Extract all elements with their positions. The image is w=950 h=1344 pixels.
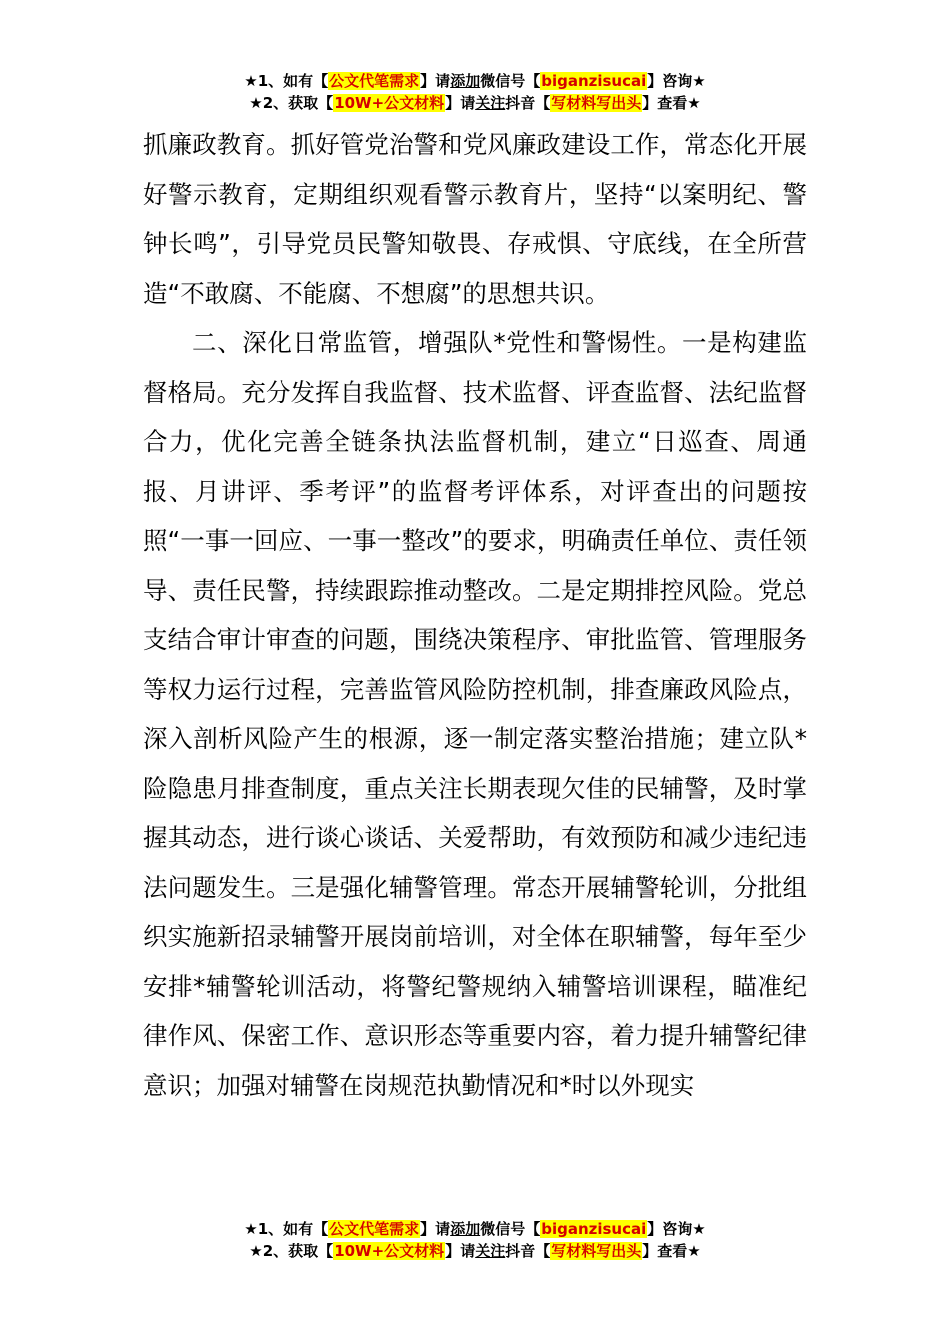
footer-banner: [0, 1218, 950, 1262]
highlight-douyin: 写材料写出头: [551, 94, 642, 112]
banner-line-1: ★1、如有【公文代笔需求】请添加微信号【biganzisucai】咨询★: [244, 1220, 706, 1238]
banner-line-2: ★2、获取【10W+公文材料】请关注抖音【写材料写出头】查看★: [249, 1242, 701, 1260]
paragraph-2: 二、深化日常监管，增强队*党性和警惕性。一是构建监督格局。充分发挥自我监督、技术监督、评查监督、法纪监督合力，优化完善全链条执法监督机制，建立“日巡查、周通报、月讲评、季考评”的监督考评体系，对评查出的问题按照“一事一回应、一事一整改”的要求，明确责任单位、责任领导、责任民警，持续跟踪推动整改。二是定期排控风险。党总支结合审计审查的问题，围绕决策程序、审批监管、管理服务等权力运行过程，完善监管风险防控机制，排查廉政风险点，深入剖析风险产生的根源，逐一制定落实整治措施；建立队*险隐患月排查制度，重点关注长期表现欠佳的民辅警，及时掌握其动态，进行谈心谈话、关爱帮助，有效预防和减少违纪违法问题发生。三是强化辅警管理。常态开展辅警轮训，分批组织实施新招录辅警开展岗前培训，对全体在职辅警，每年至少安排*辅警轮训活动，将警纪警规纳入辅警培训课程，瞄准纪律作风、保密工作、意识形态等重要内容，着力提升辅警纪律意识；加强对辅警在岗规范执勤情况和*时以外现实: [143, 328, 807, 1100]
highlight-douyin: 写材料写出头: [551, 1242, 642, 1260]
highlight-materials: 10W+公文材料: [334, 94, 445, 112]
star-icon: ★: [249, 1242, 263, 1260]
banner-line-1: ★1、如有【公文代笔需求】请添加微信号【biganzisucai】咨询★: [244, 72, 706, 90]
highlight-wechat-id: biganzisucai: [541, 72, 647, 90]
banner-line-2: ★2、获取【10W+公文材料】请关注抖音【写材料写出头】查看★: [249, 94, 701, 112]
highlight-service: 公文代笔需求: [329, 72, 420, 90]
star-icon: ★: [244, 1220, 258, 1238]
star-icon: ★: [249, 94, 263, 112]
highlight-wechat-id: biganzisucai: [541, 1220, 647, 1238]
highlight-materials: 10W+公文材料: [334, 1242, 445, 1260]
document-body: [143, 120, 807, 1110]
star-icon: ★: [244, 72, 258, 90]
highlight-service: 公文代笔需求: [329, 1220, 420, 1238]
paragraph-1: 抓廉政教育。抓好管党治警和党风廉政建设工作，常态化开展好警示教育，定期组织观看警示教育片，坚持“以案明纪、警钟长鸣”，引导党员民警知敬畏、存戒惧、守底线，在全所营造“不敢腐、不能腐、不想腐”的思想共识。: [143, 130, 807, 308]
header-banner: [0, 70, 950, 114]
